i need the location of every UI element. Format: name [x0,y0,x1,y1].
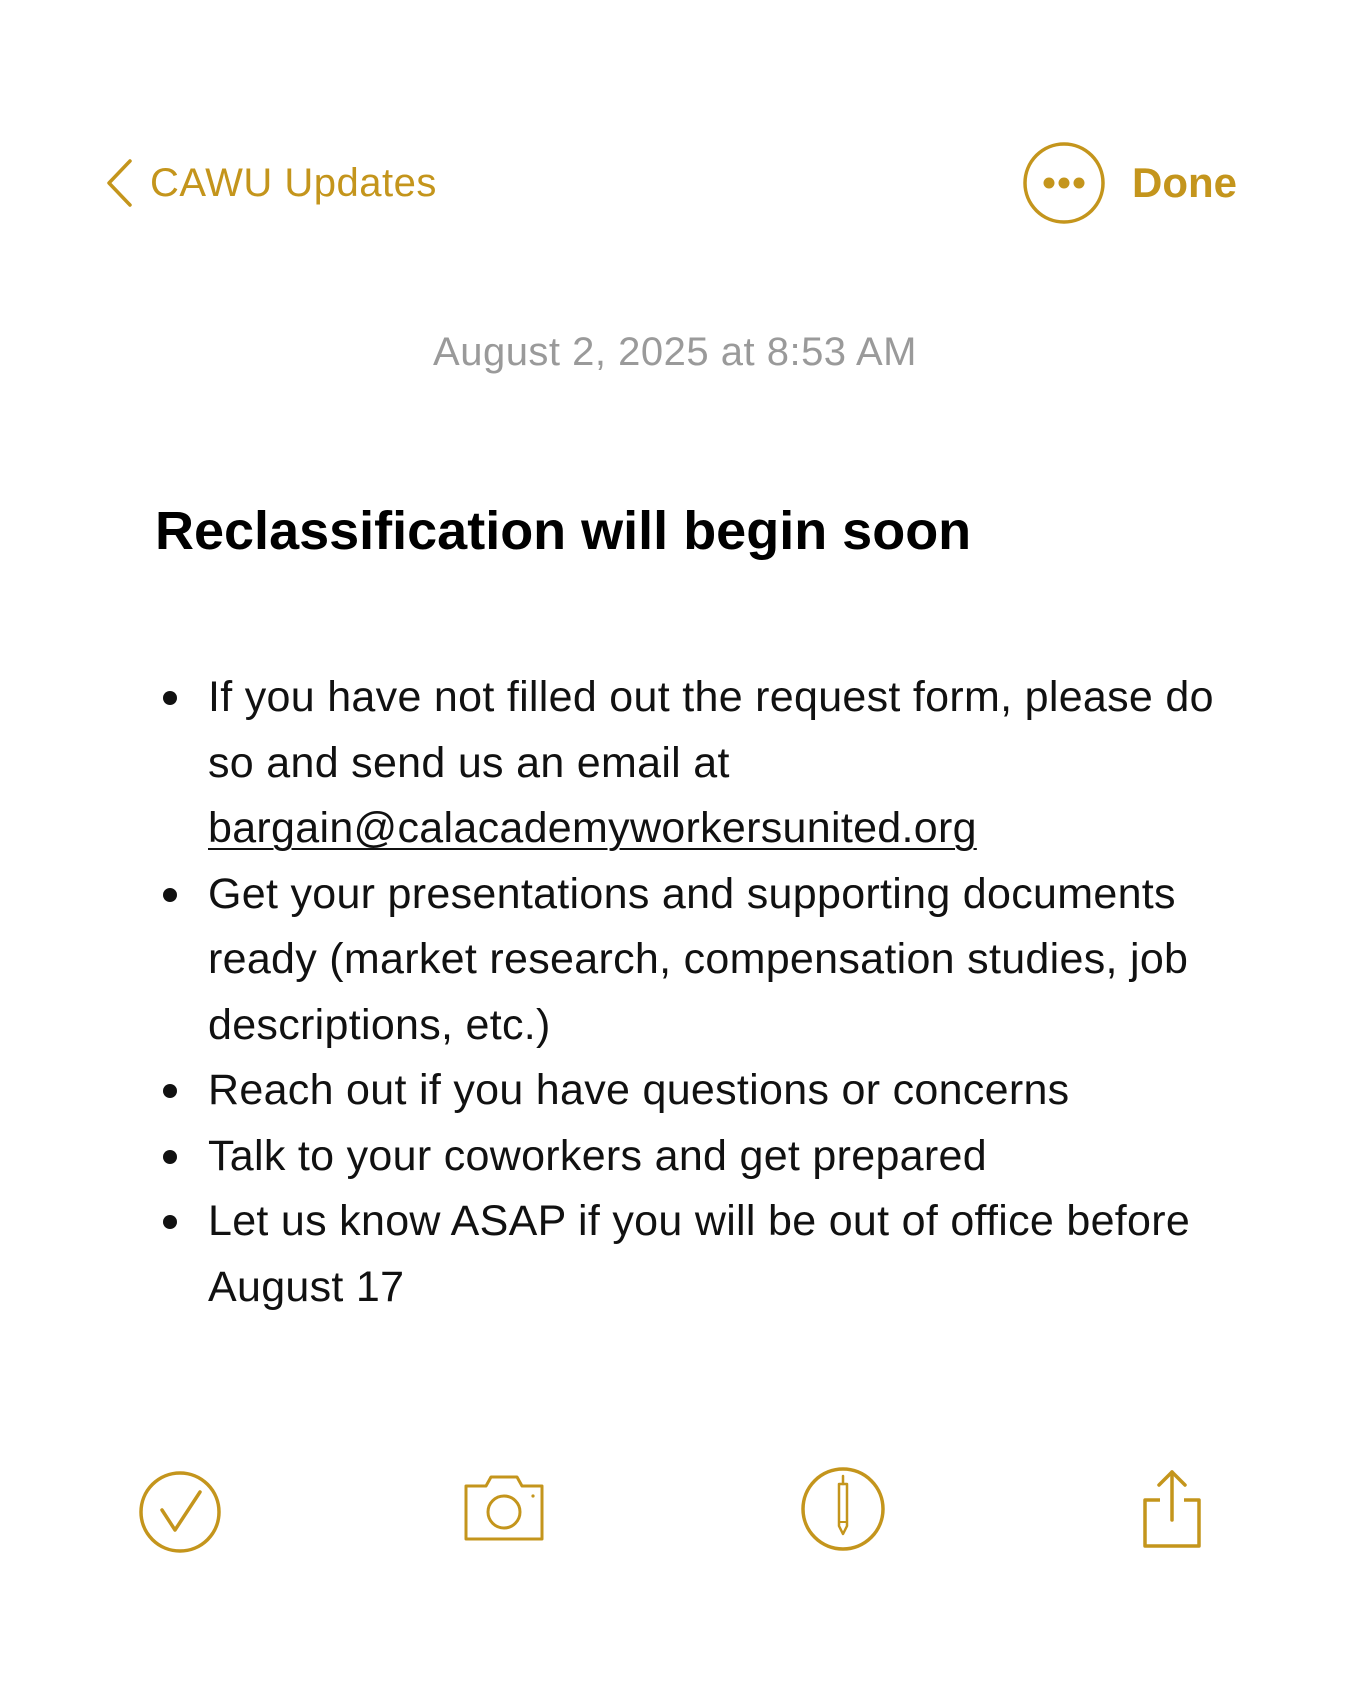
list-item-text: Let us know ASAP if you will be out of office before August 17 [208,1197,1191,1311]
email-link[interactable]: bargain@calacademyworkersunited.org [208,804,977,852]
list-item [155,1189,1235,1320]
list-item-text: Get your presentations and supporting documents ready (market research, compensation studies, job descriptions, etc.) [208,869,1189,1049]
bullet-icon [163,1150,177,1164]
list-item [155,665,1235,862]
list-item [155,1124,1235,1190]
camera-icon [462,1472,546,1544]
list-item [155,1058,1235,1124]
checklist-icon [138,1470,222,1554]
note-bullet-list [155,665,1235,1320]
done-button[interactable]: Done [1132,159,1237,206]
more-options-button[interactable] [1022,141,1106,225]
bullet-icon [163,691,177,705]
camera-button[interactable] [462,1472,546,1544]
back-button[interactable] [104,155,437,211]
checklist-button[interactable] [138,1470,222,1554]
share-icon [1140,1468,1204,1550]
bullet-icon [163,1084,177,1098]
list-item-text: Talk to your coworkers and get prepared [208,1131,987,1180]
bullet-icon [163,1215,177,1229]
chevron-left-icon [104,157,134,209]
note-title: Reclassification will begin soon [155,501,972,561]
share-button[interactable] [1140,1468,1204,1550]
list-item-text: Reach out if you have questions or concerns [208,1066,1070,1114]
note-timestamp: August 2, 2025 at 8:53 AM [433,330,917,374]
back-button-label: CAWU Updates [150,160,437,205]
ellipsis-circle-icon [1022,141,1106,225]
list-item-text: If you have not filled out the request form, please do so and send us an email at [208,673,1214,787]
markup-button[interactable] [800,1466,886,1552]
list-item [155,862,1235,1059]
bullet-icon [163,888,177,902]
markup-pen-icon [800,1466,886,1552]
